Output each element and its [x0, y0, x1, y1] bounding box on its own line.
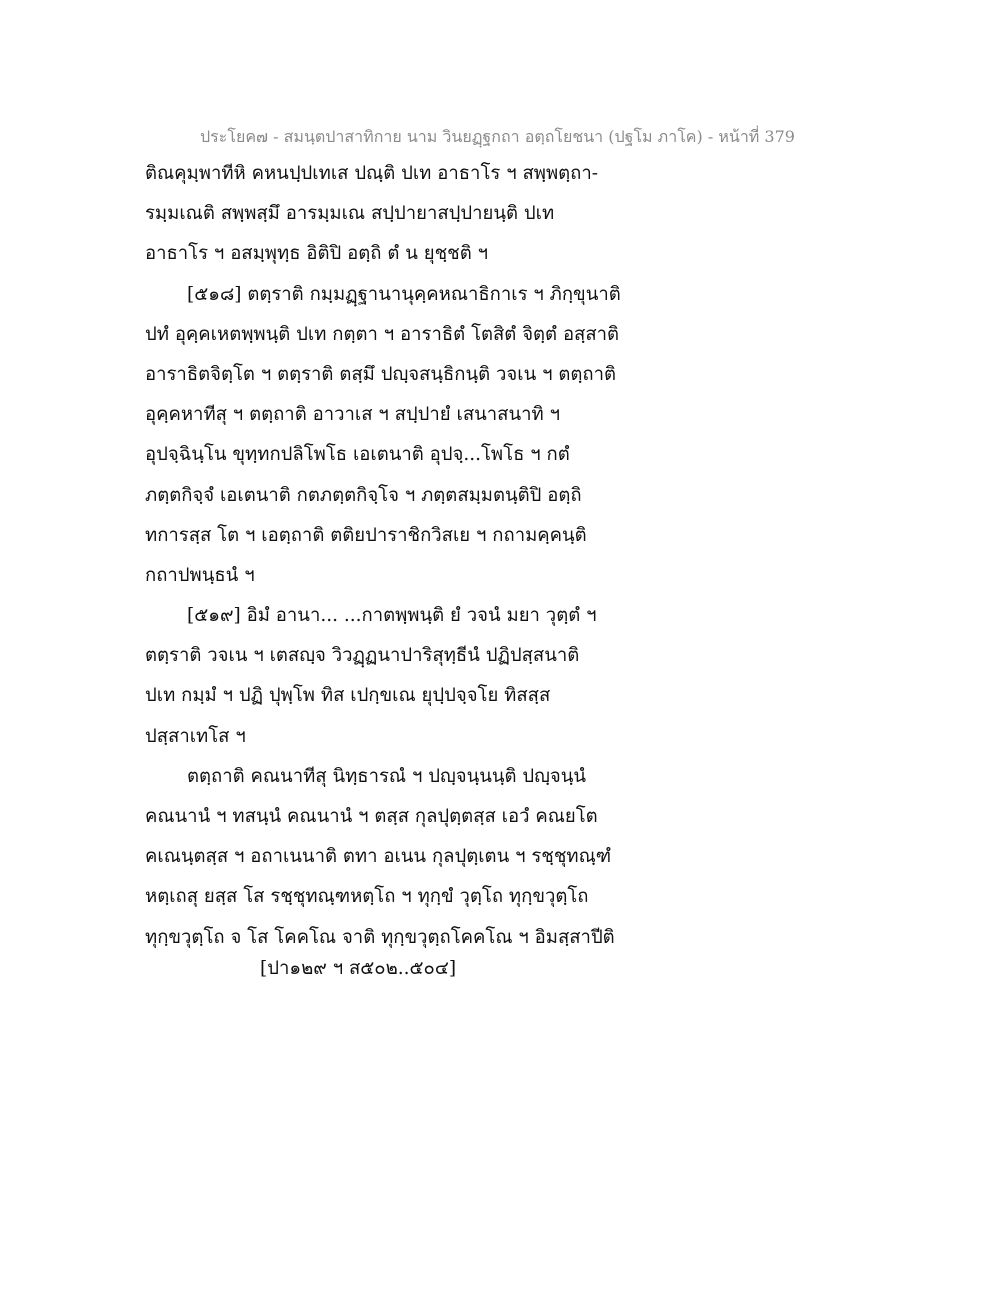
page-reference: [ปา๑๒๙ ฯ ส๕๐๒..๕๐๔] [260, 958, 457, 979]
text-line: คเณนฺตสฺส ฯ อถาเนนาติ ตทา อเนน กุลปุตฺเตน ฯ รชฺชุทณฺฑํ [145, 846, 612, 868]
text-line: อาธาโร ฯ อสมฺพุทฺธ อิติปิ อตฺถิ ตํ น ยุชฺชติ ฯ [145, 243, 488, 265]
paragraph-start-518: [๕๑๘] ตตฺราติ กมฺมฏฺฐานานุคฺคหณาธิกาเร ฯ ภิกฺขุนาติ [187, 283, 621, 305]
text-line: คณนานํ ฯ ทสนฺนํ คณนานํ ฯ ตสฺส กุลปุตฺตสฺส เอวํ คณยโต [145, 806, 598, 827]
text-line: รมฺมเณติ สพฺพสฺมึ อารมฺมเณ สปฺปายาสปฺปายนฺติ ปเท [145, 203, 555, 225]
page-header: ประโยค๗ - สมนฺตปาสาทิกาย นาม วินยฏฺฐกถา อตฺถโยชนา (ปฐโม ภาโค) - หน้าที่ 379 [200, 127, 795, 146]
body-text [145, 158, 645, 962]
text-line: อุปจฺฉินฺโน ขุทฺทกปลิโพโธ เอเตนาติ อุปจฺ...โพโธ ฯ กตํ [145, 444, 570, 466]
text-line: ปสฺสาเทโส ฯ [145, 725, 246, 747]
text-line: ทการสฺส โต ฯ เอตฺถาติ ตติยปาราชิกวิสเย ฯ กถามคฺคนฺติ [145, 524, 587, 546]
paragraph-start: ตตฺถาติ คณนาทีสุ นิทฺธารณํ ฯ ปญฺจนฺนนฺติ ปญฺจนฺนํ [187, 765, 587, 787]
paragraph-start-519: [๕๑๙] อิมํ อานา... ...กาตพฺพนฺติ ยํ วจนํ มยา วุตฺตํ ฯ [187, 605, 597, 627]
text-line: ทุกฺขวุตฺโถ จ โส โคคโณ จาติ ทุกฺขวุตฺถโคคโณ ฯ อิมสฺสาปีติ [145, 926, 615, 948]
text-line: อุคฺคหาทีสุ ฯ ตตฺถาติ อาวาเส ฯ สปฺปายํ เสนาสนาทิ ฯ [145, 404, 560, 426]
text-line: ภตฺตกิจฺจํ เอเตนาติ กตภตฺตกิจฺโจ ฯ ภตฺตสมฺมตนฺติปิ อตฺถิ [145, 484, 582, 506]
text-line: ติณคุมฺพาทีหิ คหนปฺปเทเส ปณฺติ ปเท อาธาโร ฯ สพฺพตฺถา- [145, 163, 598, 184]
text-line: กถาปพนฺธนํ ฯ [145, 564, 255, 586]
text-line: อาราธิตจิตฺโต ฯ ตตฺราติ ตสฺมึ ปญฺจสนฺธิกนฺติ วจเน ฯ ตตฺถาติ [145, 363, 617, 385]
text-line: ปเท กมฺมํ ฯ ปฏิ ปุพฺโพ ทิส เปกฺขเณ ยุปฺปจฺจโย ทิสสฺส [145, 685, 551, 707]
text-line: หตฺเถสุ ยสฺส โส รชฺชุทณฺฑหตฺโถ ฯ ทุกฺขํ วุตฺโถ ทุกฺขวุตฺโถ [145, 886, 589, 908]
text-line: ปทํ อุคฺคเหตพฺพนฺติ ปเท กตฺตา ฯ อาราธิตํ โตสิตํ จิตฺตํ อสฺสาติ [145, 323, 620, 345]
text-line: ตตฺราติ วจเน ฯ เตสญฺจ วิวฏฺฏนาปาริสุทฺธีนํ ปฏิปสฺสนาติ [145, 645, 580, 667]
